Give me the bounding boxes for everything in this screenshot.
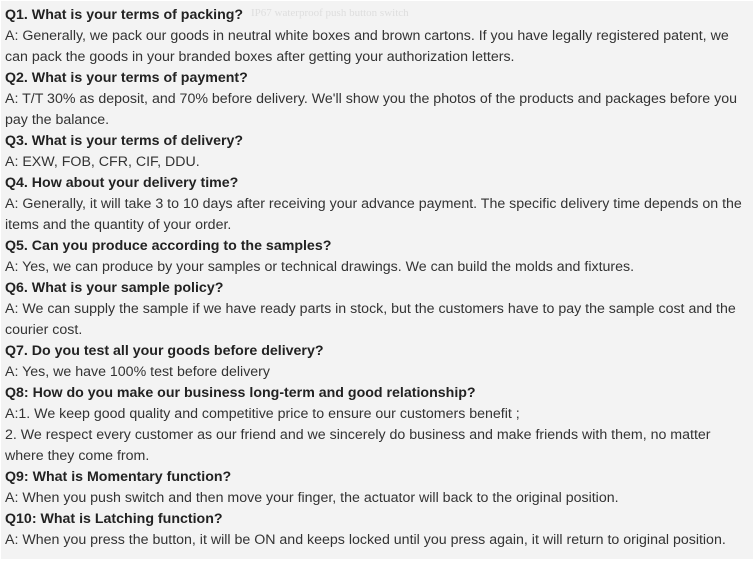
faq-question: Q4. How about your delivery time? [5, 175, 239, 191]
faq-item-1 [5, 5, 753, 68]
faq-question: Q1. What is your terms of packing? [5, 7, 244, 23]
faq-answer: A: Yes, we can produce by your samples or technical drawings. We can build the molds and fixtures. [5, 259, 635, 275]
faq-item-4 [5, 173, 753, 236]
faq-answer: A: Generally, we pack our goods in neutral white boxes and brown cartons. If you have legally registered patent, we can pack the goods in your branded boxes after getting your authorization letters. [5, 28, 729, 65]
faq-question: Q6. What is your sample policy? [5, 280, 224, 296]
faq-question: Q9: What is Momentary function? [5, 469, 232, 485]
faq-item-5 [5, 236, 753, 278]
faq-answer: A: EXW, FOB, CFR, CIF, DDU. [5, 154, 200, 170]
faq-section [1, 1, 753, 559]
faq-question: Q10: What is Latching function? [5, 511, 223, 527]
faq-answer: A: We can supply the sample if we have ready parts in stock, but the customers have to pay the sample cost and the courier cost. [5, 301, 736, 338]
faq-answer: A: Yes, we have 100% test before delivery [5, 364, 270, 380]
faq-item-7 [5, 341, 753, 383]
faq-question: Q2. What is your terms of payment? [5, 70, 248, 86]
faq-answer: A: When you push switch and then move your finger, the actuator will back to the original position. [5, 490, 619, 506]
faq-item-3 [5, 131, 753, 173]
faq-item-2 [5, 68, 753, 131]
faq-answer: A: Generally, it will take 3 to 10 days after receiving your advance payment. The specific delivery time depends on the items and the quantity of your order. [5, 196, 742, 233]
faq-question: Q5. Can you produce according to the samples? [5, 238, 332, 254]
faq-question: Q3. What is your terms of delivery? [5, 133, 244, 149]
faq-answer-point-2: 2. We respect every customer as our friend and we sincerely do business and make friends with them, no matter where they come from. [5, 427, 711, 464]
faq-item-10 [5, 509, 753, 551]
faq-item-6 [5, 278, 753, 341]
faq-question: Q8: How do you make our business long-term and good relationship? [5, 385, 476, 401]
faq-item-8 [5, 383, 753, 467]
faq-item-9 [5, 467, 753, 509]
faq-question: Q7. Do you test all your goods before delivery? [5, 343, 324, 359]
faq-answer: A: T/T 30% as deposit, and 70% before delivery. We'll show you the photos of the products and packages before you pay the balance. [5, 91, 737, 128]
faq-answer-point-1: A:1. We keep good quality and competitive price to ensure our customers benefit ; [5, 406, 520, 422]
faq-answer: A: When you press the button, it will be ON and keeps locked until you press again, it will return to original position. [5, 532, 726, 548]
watermark-text: IP67 waterproof push button switch [251, 7, 409, 19]
